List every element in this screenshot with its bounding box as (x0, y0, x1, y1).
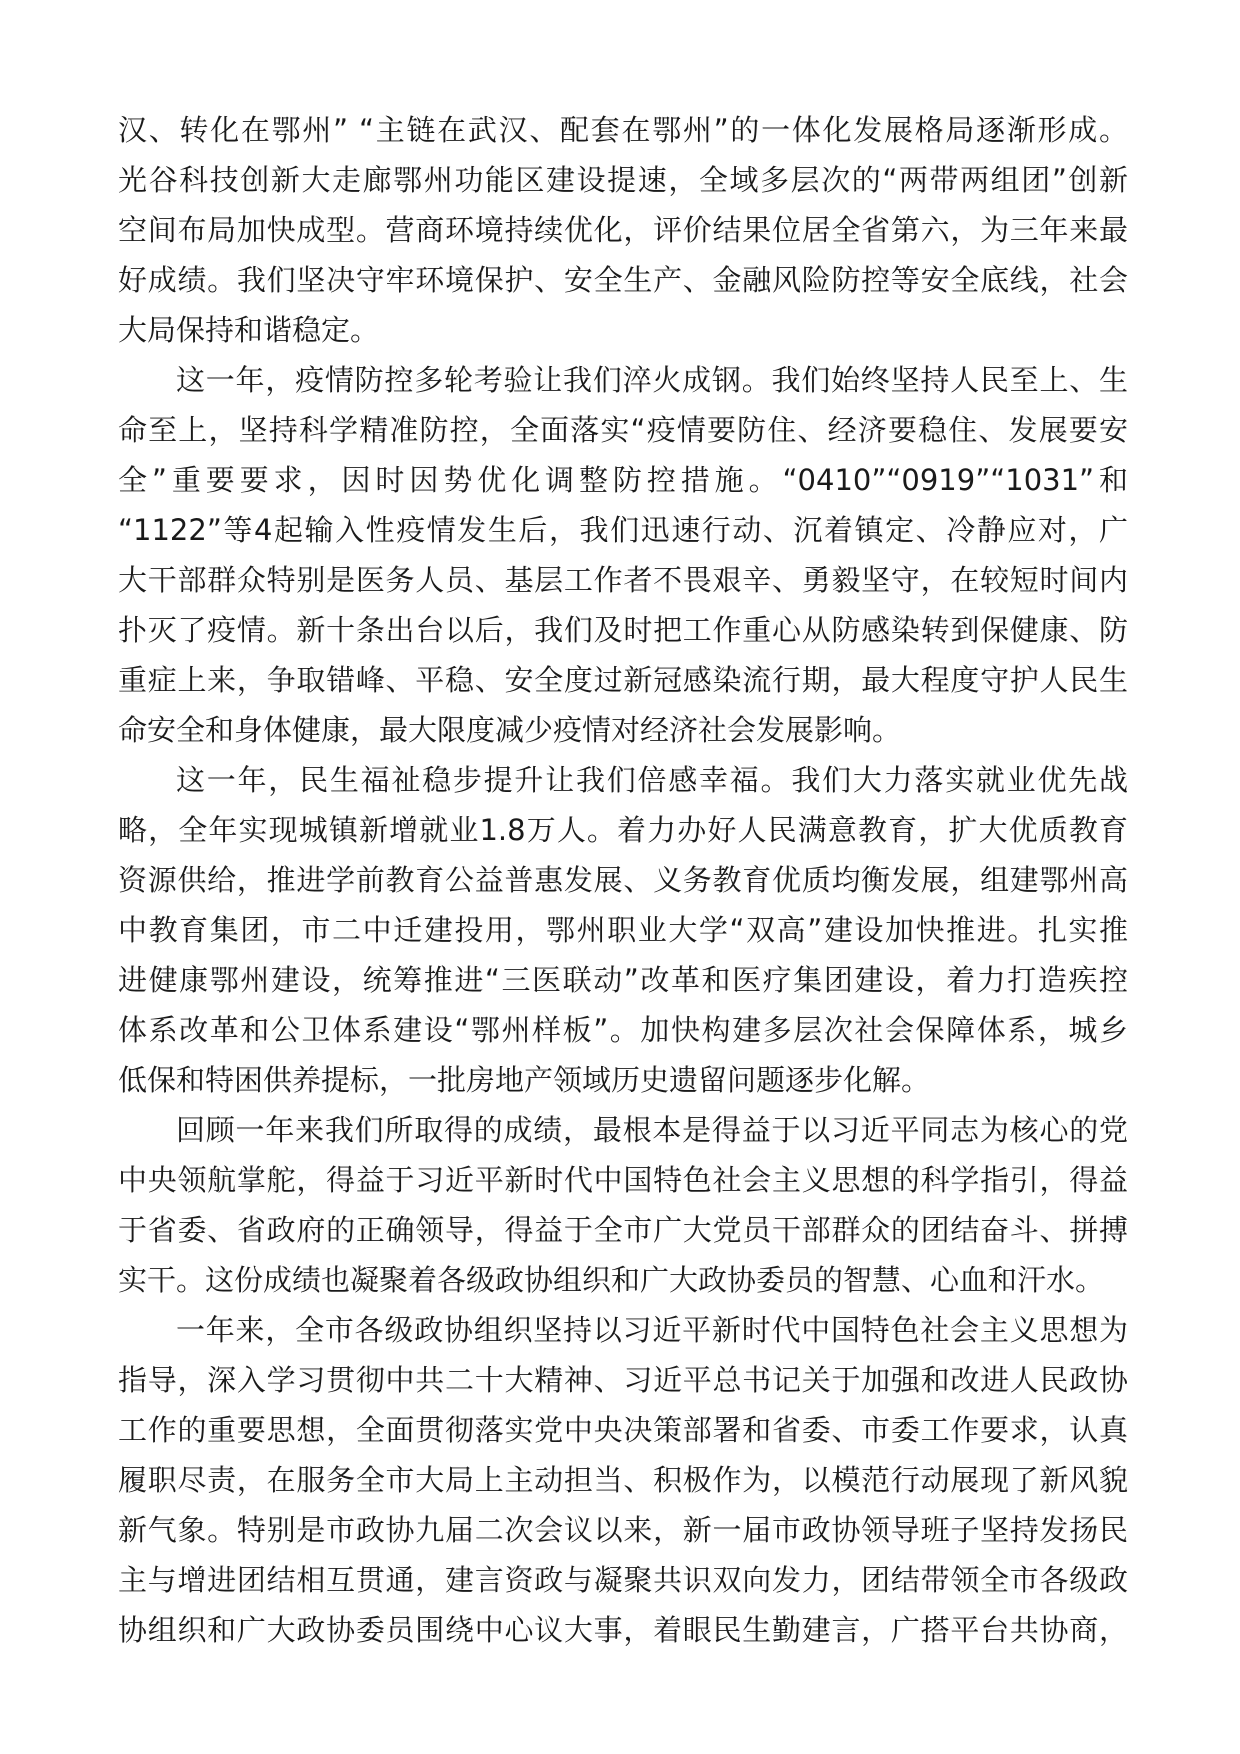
text-line: 协组织和广大政协委员围绕中心议大事，着眼民生勤建言，广搭平台共协商， (118, 1613, 1128, 1647)
text-line: 大局保持和谐稳定。 (118, 313, 380, 347)
text-line: 命安全和身体健康，最大限度减少疫情对经济社会发展影响。 (118, 713, 902, 747)
text-line: 资源供给，推进学前教育公益普惠发展、义务教育优质均衡发展，组建鄂州高 (118, 863, 1128, 897)
text-line: 命至上，坚持科学精准防控，全面落实“疫情要防住、经济要稳住、发展要安 (118, 413, 1128, 447)
text-line: 履职尽责，在服务全市大局上主动担当、积极作为，以模范行动展现了新风貌 (118, 1463, 1128, 1497)
text-line: 新气象。特别是市政协九届二次会议以来，新一届市政协领导班子坚持发扬民 (118, 1513, 1128, 1547)
paragraph-first-line: 这一年，疫情防控多轮考验让我们淬火成钢。我们始终坚持人民至上、生 (176, 363, 1128, 397)
paragraph-first-line: 一年来，全市各级政协组织坚持以习近平新时代中国特色社会主义思想为 (176, 1313, 1128, 1347)
text-line: 于省委、省政府的正确领导，得益于全市广大党员干部群众的团结奋斗、拼搏 (118, 1213, 1128, 1247)
text-line: 体系改革和公卫体系建设“鄂州样板”。加快构建多层次社会保障体系，城乡 (118, 1013, 1128, 1047)
text-line: 空间布局加快成型。营商环境持续优化，评价结果位居全省第六，为三年来最 (118, 213, 1128, 247)
text-line: 工作的重要思想，全面贯彻落实党中央决策部署和省委、市委工作要求，认真 (118, 1413, 1128, 1447)
text-line: 进健康鄂州建设，统筹推进“三医联动”改革和医疗集团建设，着力打造疾控 (118, 963, 1128, 997)
text-line: 中央领航掌舵，得益于习近平新时代中国特色社会主义思想的科学指引，得益 (118, 1163, 1128, 1197)
text-line: 扑灭了疫情。新十条出台以后，我们及时把工作重心从防感染转到保健康、防 (118, 613, 1128, 647)
text-line: 大干部群众特别是医务人员、基层工作者不畏艰辛、勇毅坚守，在较短时间内 (118, 563, 1128, 597)
text-line: 实干。这份成绩也凝聚着各级政协组织和广大政协委员的智慧、心血和汗水。 (118, 1263, 1105, 1297)
text-line: 汉、转化在鄂州” “主链在武汉、配套在鄂州”的一体化发展格局逐渐形成。 (118, 113, 1128, 147)
paragraph-first-line: 这一年，民生福祉稳步提升让我们倍感幸福。我们大力落实就业优先战 (176, 763, 1128, 797)
paragraph-first-line: 回顾一年来我们所取得的成绩，最根本是得益于以习近平同志为核心的党 (176, 1113, 1128, 1147)
text-line: 重症上来，争取错峰、平稳、安全度过新冠感染流行期，最大程度守护人民生 (118, 663, 1128, 697)
text-line: 指导，深入学习贯彻中共二十大精神、习近平总书记关于加强和改进人民政协 (118, 1363, 1128, 1397)
text-line: 全”重要要求，因时因势优化调整防控措施。“0410”“0919”“1031”和 (118, 463, 1128, 497)
body-text (118, 105, 1128, 1655)
text-line: “1122”等4起输入性疫情发生后，我们迅速行动、沉着镇定、冷静应对，广 (118, 513, 1128, 547)
text-line: 低保和特困供养提标，一批房地产领域历史遗留问题逐步化解。 (118, 1063, 931, 1097)
text-line: 略，全年实现城镇新增就业1.8万人。着力办好人民满意教育，扩大优质教育 (118, 813, 1128, 847)
text-line: 中教育集团，市二中迁建投用，鄂州职业大学“双高”建设加快推进。扎实推 (118, 913, 1128, 947)
text-line: 好成绩。我们坚决守牢环境保护、安全生产、金融风险防控等安全底线，社会 (118, 263, 1128, 297)
text-line: 主与增进团结相互贯通，建言资政与凝聚共识双向发力，团结带领全市各级政 (118, 1563, 1128, 1597)
text-line: 光谷科技创新大走廊鄂州功能区建设提速，全域多层次的“两带两组团”创新 (118, 163, 1128, 197)
